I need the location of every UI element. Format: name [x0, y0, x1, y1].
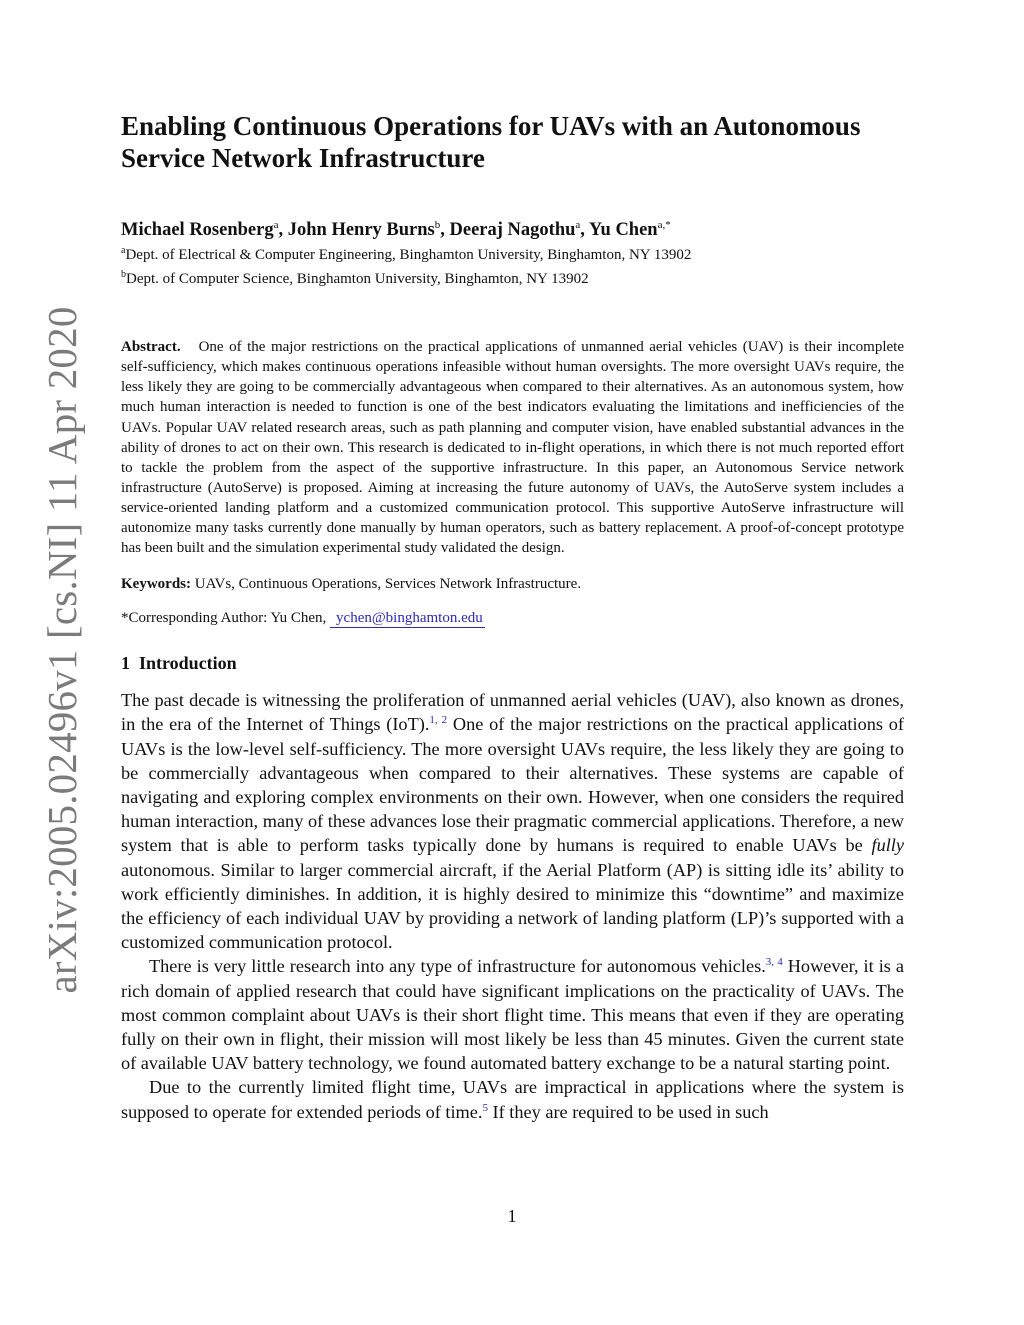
- arxiv-identifier-stamp: arXiv:2005.02496v1 [cs.NI] 11 Apr 2020: [39, 306, 85, 994]
- affiliation-mark: b: [121, 269, 126, 281]
- body-paragraph: [121, 688, 904, 954]
- paragraph-text: If they are required to be used in such: [487, 1101, 769, 1122]
- affiliation-line: [121, 241, 904, 265]
- affiliation-text: Dept. of Computer Science, Binghamton University, Binghamton, NY 13902: [126, 271, 589, 288]
- author-name: Deeraj Nagothu: [449, 220, 576, 241]
- citation-link[interactable]: 5: [482, 1101, 488, 1114]
- keywords-text: UAVs, Continuous Operations, Services Network Infrastructure.: [194, 576, 582, 593]
- body-text: [121, 688, 904, 1124]
- paragraph-text: The past decade is witnessing the proliferation of unmanned aerial vehicles (UAV), also known as drones, in the era of the Internet of Things (IoT).: [121, 690, 904, 735]
- abstract-label: Abstract.: [121, 339, 181, 356]
- citation-link[interactable]: 3, 4: [765, 956, 783, 969]
- citation-link[interactable]: 1, 2: [429, 714, 448, 727]
- author-separator: ,: [440, 220, 450, 241]
- author-name: John Henry Burns: [287, 220, 435, 241]
- corresponding-author: [121, 608, 904, 628]
- corresponding-author-label: *Corresponding Author: Yu Chen,: [121, 610, 327, 627]
- affiliation-text: Dept. of Electrical & Computer Engineering, Binghamton University, Binghamton, NY 13902: [125, 247, 692, 264]
- author-affiliation-mark: a: [575, 219, 581, 231]
- corresponding-email-link[interactable]: ychen@binghamton.edu: [330, 610, 485, 628]
- emphasized-text: fully: [871, 835, 904, 856]
- affiliation-mark: a: [121, 245, 126, 257]
- paragraph-text: One of the major restrictions on the practical applications of UAVs is the low-level self-sufficiency. The more oversight UAVs require, the less likely they are going to be commercially advantageous when compared to their alternatives. These systems are capable of navigating and exploring complex environments on their own. However, when one considers the required human interaction, many of these advances lose their pragmatic commercial applications. Therefore, a new system that is able to perform tasks typically done by humans is required to enable UAVs be: [121, 714, 904, 856]
- section-title: Introduction: [139, 653, 237, 674]
- section-heading: [121, 652, 904, 674]
- paragraph-text: There is very little research into any type of infrastructure for autonomous vehicles.: [149, 956, 766, 977]
- author-list: [121, 214, 904, 241]
- paper-title: Enabling Continuous Operations for UAVs with an Autonomous Service Network Infrastructure: [121, 111, 861, 173]
- abstract: [121, 337, 904, 558]
- paper-page: [121, 110, 904, 1124]
- affiliation-list: [121, 241, 904, 289]
- author-separator: ,: [278, 220, 288, 241]
- keywords-label: Keywords:: [121, 576, 191, 593]
- author-separator: ,: [580, 220, 589, 241]
- paragraph-text: Due to the currently limited flight time, UAVs are impractical in applications where the system is supposed to operate for extended periods of time.: [121, 1077, 904, 1122]
- page-number: 1: [507, 1206, 517, 1226]
- author-affiliation-mark: a: [273, 219, 279, 231]
- author-name: Michael Rosenberg: [121, 220, 274, 241]
- author-name: Yu Chen: [588, 220, 658, 241]
- abstract-text: One of the major restrictions on the practical applications of unmanned aerial vehicles (UAV) is their incomplete self-sufficiency, which makes continuous operations infeasible without human oversights. The more oversight UAVs require, the less likely they are going to be commercially advantageous when compared to their alternatives. As an autonomous system, how much human interaction is needed to function is one of the best indicators evaluating the limitations and inefficiencies of the UAVs. Popular UAV related research areas, such as path planning and computer vision, have enabled substantial advances in the ability of drones to act on their own. This research is dedicated to in-flight operations, in which there is not much reported effort to tackle the problem from the aspect of the supportive infrastructure. In this paper, an Autonomous Service network infrastructure (AutoServe) is proposed. Aiming at increasing the future autonomy of UAVs, the AutoServe system includes a service-oriented landing platform and a customized communication protocol. This supportive AutoServe infrastructure will autonomize many tasks currently done manually by human operators, such as battery replacement. A proof-of-concept prototype has been built and the simulation experimental study validated the design.: [121, 339, 904, 557]
- keywords: [121, 574, 904, 594]
- body-paragraph: [121, 1075, 904, 1123]
- section-number: 1: [121, 653, 130, 674]
- body-paragraph: [121, 954, 904, 1075]
- paragraph-text: However, it is a rich domain of applied research that could have significant implications on the practicality of UAVs. The most common complaint about UAVs is their short flight time. This means that even if they are operating fully on their own in flight, their mission will most likely be less than 45 minutes. Given the current state of available UAV battery technology, we found automated battery exchange to be a natural starting point.: [121, 956, 905, 1074]
- paragraph-text: autonomous. Similar to larger commercial aircraft, if the Aerial Platform (AP) is sitting idle its’ ability to work efficiently diminishes. In addition, it is highly desired to minimize this “downtime” and maximize the efficiency of each individual UAV by providing a network of landing platform (LP)’s supported with a customized communication protocol.: [121, 859, 904, 953]
- author-affiliation-mark: a,*: [657, 219, 671, 231]
- affiliation-line: [121, 265, 904, 289]
- author-affiliation-mark: b: [434, 219, 441, 231]
